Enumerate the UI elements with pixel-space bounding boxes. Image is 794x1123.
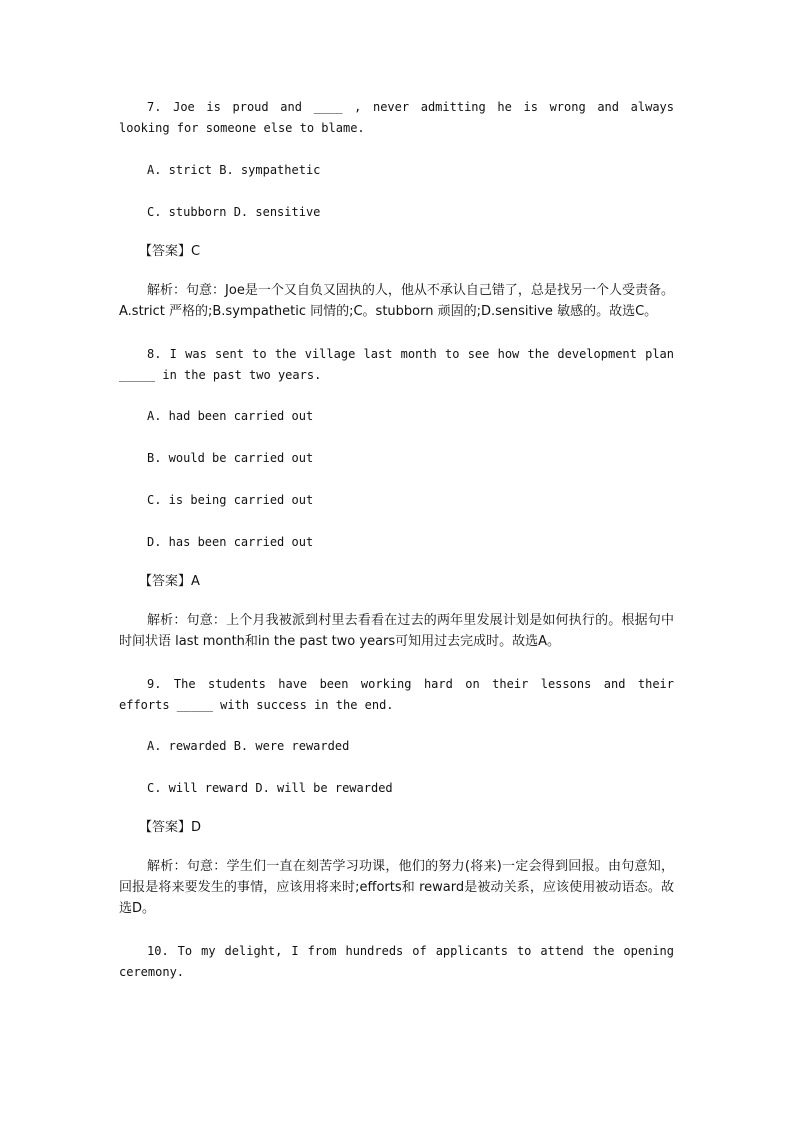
document-page (119, 97, 674, 983)
question-8-explanation: 解析：句意：上个月我被派到村里去看看在过去的两年里发展计划是如何执行的。根据句中时间状语 last month和in the past two years可知用过去完成时。故选A。 (119, 613, 674, 649)
question-8-option-row: D. has been carried out (147, 535, 314, 549)
question-8-option-row: B. would be carried out (147, 451, 314, 465)
question-8-stem: 8. I was sent to the village last month to see how the development plan _____ in the past two years. (119, 347, 674, 382)
question-10-stem: 10. To my delight, I from hundreds of applicants to attend the opening ceremony. (119, 944, 674, 979)
question-9-explanation: 解析：句意：学生们一直在刻苦学习功课，他们的努力(将来)一定会得到回报。由句意知，回报是将来要发生的事情，应该用将来时;efforts和 reward是被动关系，应该使用被动语态。故选D。 (119, 859, 674, 916)
question-8-option-row: A. had been carried out (147, 409, 314, 423)
question-9-option-row: A. rewarded B. were rewarded (147, 739, 350, 753)
question-7-option-row: A. strict B. sympathetic (147, 163, 321, 177)
question-7-explanation: 解析：句意：Joe是一个又自负又固执的人，他从不承认自己错了，总是找另一个人受责备。A.strict 严格的;B.sympathetic 同情的;C。stubborn 顽固的;D.sensitive 敏感的。故选C。 (119, 283, 674, 319)
question-7-answer: 【答案】C (139, 244, 201, 259)
question-8-option-row: C. is being carried out (147, 493, 314, 507)
question-7-stem: 7. Joe is proud and ____ , never admitting he is wrong and always looking for someone else to blame. (119, 100, 674, 135)
question-9-stem: 9. The students have been working hard on their lessons and their efforts _____ with success in the end. (119, 677, 674, 712)
question-9-option-row: C. will reward D. will be rewarded (147, 781, 393, 795)
question-9-answer: 【答案】D (139, 820, 202, 835)
question-8-answer: 【答案】A (139, 574, 200, 589)
question-7-option-row: C. stubborn D. sensitive (147, 205, 321, 219)
